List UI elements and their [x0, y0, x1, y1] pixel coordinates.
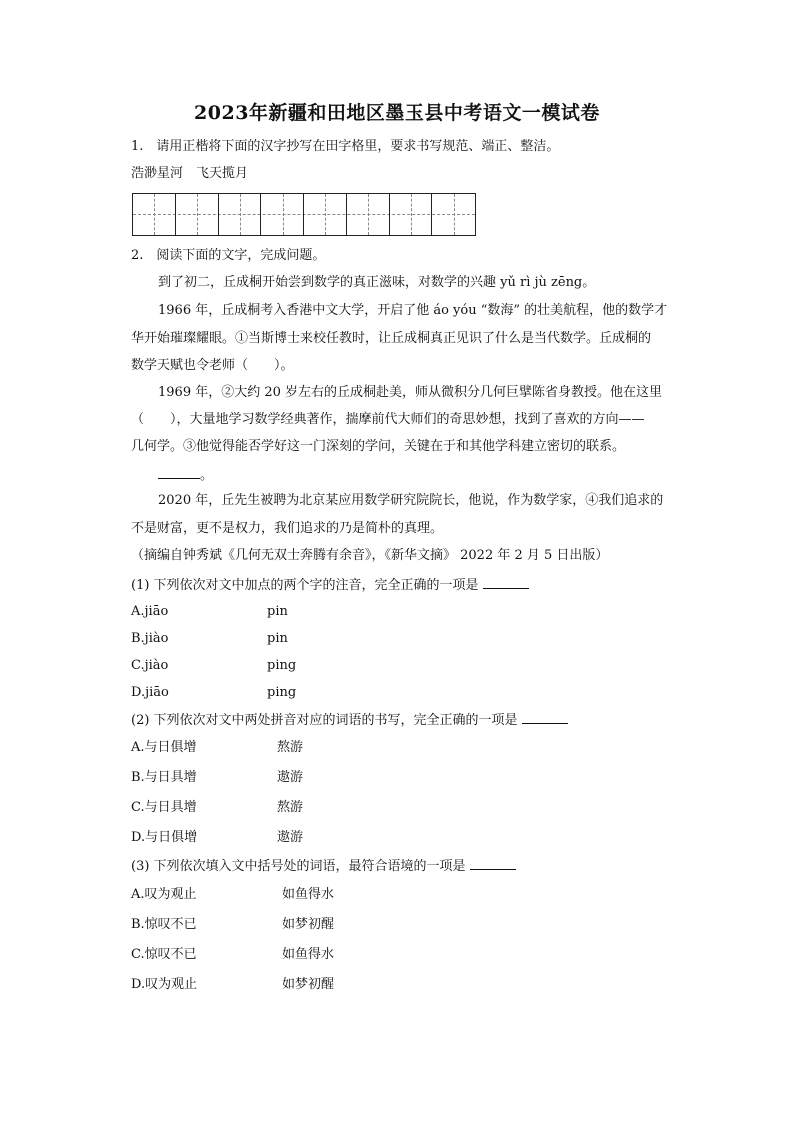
option-label: C.jiào — [131, 658, 169, 673]
option-value: pin — [267, 631, 288, 646]
passage-para-1: 到了初二，丘成桐开始尝到数学的真正滋味，对数学的兴趣 yǔ rì jù zēng。 — [158, 275, 596, 290]
sub2-prompt-text: (2) 下列依次对文中两处拼音对应的词语的书写，完全正确的一项是 — [131, 713, 518, 728]
sub1-prompt-text: (1) 下列依次对文中加点的两个字的注音，完全正确的一项是 — [131, 578, 479, 593]
option-value: 如鱼得水 — [282, 947, 335, 962]
grid-vertical-midline — [368, 194, 369, 235]
sub1-option-a[interactable] — [131, 603, 288, 621]
grid-vertical-midline — [240, 194, 241, 235]
sub2-answer-blank[interactable] — [522, 711, 568, 724]
option-value: 遨游 — [277, 830, 304, 845]
option-value: 熬游 — [277, 740, 304, 755]
passage-source: （摘编自钟秀斌《几何无双士奔腾有余音》，《新华文摘》 2022 年 2 月 5 日出版） — [131, 548, 609, 563]
option-label: D.jiāo — [131, 685, 169, 700]
option-label: D.叹为观止 — [131, 977, 198, 992]
sub3-answer-blank[interactable] — [470, 857, 516, 870]
passage-para-4-line-2: 不是财富，更不是权力，我们追求的乃是简朴的真理。 — [131, 521, 444, 536]
option-label: B.惊叹不已 — [131, 917, 197, 932]
sub1-option-b[interactable] — [131, 630, 288, 648]
sub1-option-d[interactable] — [131, 684, 296, 702]
sub2-option-a[interactable] — [131, 739, 303, 757]
sub3-option-a[interactable] — [131, 886, 334, 904]
option-label: A.jiāo — [131, 604, 169, 619]
sub1-option-c[interactable] — [131, 657, 296, 675]
option-label: C.惊叹不已 — [131, 947, 197, 962]
sub1-answer-blank[interactable] — [483, 576, 529, 589]
grid-vertical-midline — [283, 194, 284, 235]
option-value: 如鱼得水 — [282, 887, 335, 902]
tian-zi-grid[interactable] — [132, 193, 476, 236]
option-value: 如梦初醒 — [282, 917, 335, 932]
grid-vertical-midline — [411, 194, 412, 235]
option-label: B.jiào — [131, 631, 169, 646]
passage-para-3-line-2: （ ），大量地学习数学经典著作，揣摩前代大师们的奇思妙想，找到了喜欢的方向—— — [131, 412, 645, 427]
passage-para-2-line-3: 数学天赋也令老师（ ）。 — [131, 358, 294, 373]
sub2-option-c[interactable] — [131, 799, 303, 817]
option-label: C.与日具增 — [131, 800, 197, 815]
option-label: D.与日俱增 — [131, 830, 198, 845]
sub3-prompt — [131, 857, 711, 876]
sub3-option-b[interactable] — [131, 916, 334, 934]
sub2-option-b[interactable] — [131, 769, 303, 787]
passage-para-2-line-1: 1966 年，丘成桐考入香港中文大学，开启了他 áo yóu “数海” 的壮美航程，他的数学才 — [158, 303, 668, 318]
sub3-prompt-text: (3) 下列依次填入文中括号处的词语，最符合语境的一项是 — [131, 859, 466, 874]
option-label: B.与日具增 — [131, 770, 197, 785]
grid-vertical-midline — [154, 194, 155, 235]
option-label: A.叹为观止 — [131, 887, 197, 902]
passage-para-3-line-3: 几何学。③他觉得能否学好这一门深刻的学问，关键在于和其他学科建立密切的联系。 — [131, 439, 626, 454]
option-value: 遨游 — [277, 770, 304, 785]
grid-vertical-midline — [197, 194, 198, 235]
grid-vertical-midline — [454, 194, 455, 235]
sub2-prompt — [131, 711, 711, 730]
option-value: ping — [267, 685, 297, 700]
option-value: ping — [267, 658, 297, 673]
sub3-option-c[interactable] — [131, 946, 334, 964]
sub2-option-d[interactable] — [131, 829, 303, 847]
blank-period: 。 — [200, 468, 214, 483]
answer-blank[interactable] — [158, 466, 200, 479]
q1-copy-text: 浩渺星河 飞天揽月 — [131, 166, 249, 181]
option-label: A.与日俱增 — [131, 740, 197, 755]
passage-para-4-line-1: 2020 年，丘先生被聘为北京某应用数学研究院院长，他说，作为数学家，④我们追求的 — [158, 493, 664, 508]
q2-prompt: 2. 阅读下面的文字，完成问题。 — [131, 248, 326, 263]
passage-para-3-line-1: 1969 年，②大约 20 岁左右的丘成桐赴美，师从微积分几何巨擘陈省身教授。他在这里 — [158, 385, 663, 400]
q1-prompt: 1. 请用正楷将下面的汉字抄写在田字格里，要求书写规范、端正、整洁。 — [131, 139, 560, 154]
option-value: 熬游 — [277, 800, 304, 815]
grid-vertical-midline — [325, 194, 326, 235]
passage-para-3-line-4 — [158, 466, 698, 485]
passage-para-2-line-2: 华开始璀璨耀眼。①当斯博士来校任教时，让丘成桐真正见识了什么是当代数学。丘成桐的 — [131, 331, 652, 346]
option-value: 如梦初醒 — [282, 977, 335, 992]
option-value: pin — [267, 604, 288, 619]
sub3-option-d[interactable] — [131, 976, 334, 994]
exam-title: 2023年新疆和田地区墨玉县中考语文一模试卷 — [194, 102, 600, 124]
sub1-prompt — [131, 576, 711, 595]
